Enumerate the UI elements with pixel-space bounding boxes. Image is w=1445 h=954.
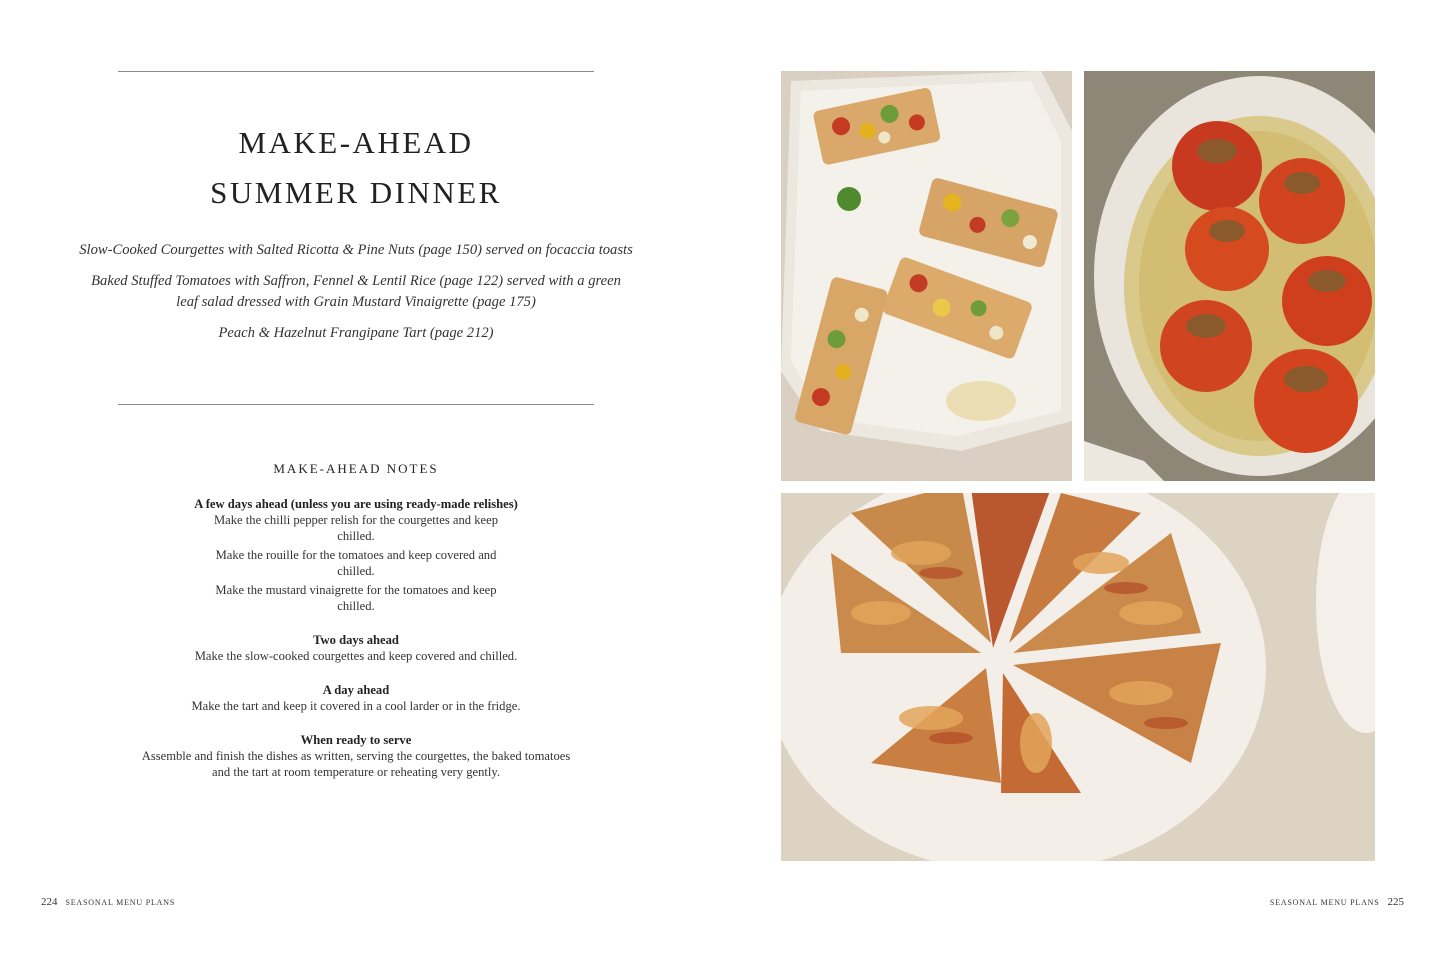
- running-head-left: SEASONAL MENU PLANS: [65, 898, 176, 907]
- notes-section: [140, 732, 572, 780]
- menu-item: Baked Stuffed Tomatoes with Saffron, Fennel & Lentil Rice (page 122) served with a green leaf salad dressed with Grain Mustard Vinaigrette (page 175): [91, 273, 621, 310]
- menu-item: Slow-Cooked Courgettes with Salted Ricotta & Pine Nuts (page 150) served on focaccia toasts: [79, 242, 633, 258]
- notes-section-heading: Two days ahead: [313, 633, 399, 647]
- middle-rule: [118, 404, 594, 405]
- notes-line: Make the tart and keep it covered in a cool larder or in the fridge.: [191, 699, 521, 713]
- peach-tart-photo: [781, 493, 1375, 861]
- notes-section: [140, 632, 572, 664]
- top-rule: [118, 71, 594, 72]
- page-number-right: 225: [1387, 896, 1404, 908]
- make-ahead-notes: [140, 496, 572, 798]
- notes-line: Make the mustard vinaigrette for the tomatoes and keep chilled.: [215, 583, 497, 613]
- notes-line: Assemble and finish the dishes as written, serving the courgettes, the baked tomatoes and the tart at room temperature or reheating very gently.: [141, 749, 571, 779]
- page-title: [118, 118, 594, 218]
- notes-section-heading: A day ahead: [322, 683, 390, 697]
- notes-section-heading: A few days ahead (unless you are using ready-made relishes): [194, 497, 518, 511]
- notes-section-heading: When ready to serve: [300, 733, 412, 747]
- title-line-2: SUMMER DINNER: [210, 175, 502, 210]
- notes-line: Make the rouille for the tomatoes and keep covered and chilled.: [215, 548, 497, 578]
- courgette-toasts-photo: [781, 71, 1072, 481]
- menu-list: [60, 240, 652, 354]
- stuffed-tomatoes-photo: [1084, 71, 1375, 481]
- notes-line: Make the chilli pepper relish for the courgettes and keep chilled.: [213, 513, 499, 543]
- page-number-left: 224: [41, 896, 58, 908]
- menu-item: Peach & Hazelnut Frangipane Tart (page 212): [218, 325, 494, 341]
- footer-right: [1262, 896, 1404, 908]
- notes-title: MAKE-AHEAD NOTES: [273, 461, 439, 476]
- notes-section: [140, 682, 572, 714]
- title-line-1: MAKE-AHEAD: [238, 125, 474, 160]
- notes-section: [140, 496, 572, 614]
- footer-left: [41, 896, 183, 908]
- running-head-right: SEASONAL MENU PLANS: [1269, 898, 1380, 907]
- notes-line: Make the slow-cooked courgettes and keep covered and chilled.: [194, 649, 518, 663]
